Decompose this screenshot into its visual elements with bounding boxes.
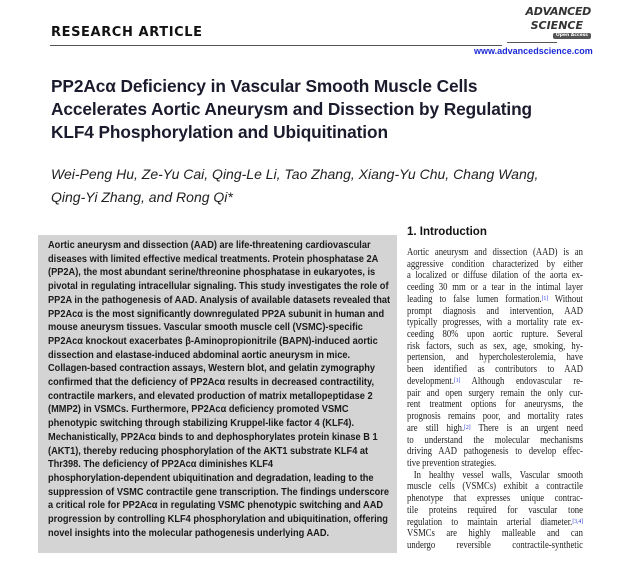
abstract-line: (PP2A), the most abundant serine/threonine phosphatase in eukaryotes, is	[48, 267, 376, 279]
introduction-line	[407, 528, 583, 540]
text-segment: prompt diagnosis and intervention, AAD	[407, 305, 583, 317]
introduction-heading: 1. Introduction	[407, 226, 487, 238]
introduction-line	[407, 247, 583, 259]
introduction-line	[407, 317, 583, 329]
text-segment: VSMCs are highly malleable and can	[407, 528, 583, 540]
abstract-box	[38, 235, 397, 553]
text-segment: phenotype that expresses unique contrac-	[407, 493, 583, 505]
introduction-line	[407, 399, 583, 411]
abstract-line: (AKT1), thereby reducing phosphorylation of the AKT1 substrate KLF4 at	[48, 445, 369, 457]
citation-link[interactable]: [1]	[541, 294, 549, 302]
text-segment: development.	[407, 375, 454, 387]
text-segment: regulation to maintain arterial diameter.	[407, 516, 573, 528]
logo-line-1: ADVANCED	[525, 5, 591, 18]
introduction-line	[407, 270, 583, 282]
section-label: RESEARCH ARTICLE	[51, 25, 203, 40]
text-segment: to understand the molecular mechanisms	[407, 434, 583, 446]
introduction-line	[407, 411, 583, 423]
abstract-line: contractile markers, and elevated production of matrix metallopeptidase 2	[48, 390, 373, 402]
logo-rule	[507, 42, 557, 43]
abstract-line: mouse aneurysm tissues. Vascular smooth muscle cell (VSMC)-specific	[48, 322, 363, 334]
text-segment: prognosis remains poor, and mortality rates	[407, 411, 583, 423]
abstract-line: Aortic aneurysm and dissection (AAD) are life-threatening cardiovascular	[48, 240, 371, 251]
abstract-line: Thr398. The deficiency of PP2Acα diminishes KLF4	[48, 459, 274, 471]
text-segment: ceeding 30 mm or a tear in the intimal layer	[407, 282, 583, 294]
text-segment: aggressive condition characterized by either	[407, 258, 583, 270]
abstract-line: phenotypic switching through stabilizing Kruppel-like factor 4 (KLF4).	[48, 418, 355, 430]
introduction-line	[407, 435, 583, 447]
text-segment: risk factors, such as sex, age, smoking, hy-	[407, 340, 583, 352]
text-segment: In healthy vessel walls, Vascular smooth	[413, 469, 583, 481]
text-segment: undergo reversible contractile-synthetic	[407, 539, 583, 551]
author-line: Wei-Peng Hu, Ze-Yu Cai, Qing-Le Li, Tao Zhang, Xiang-Yu Chu, Chang Wang,	[51, 166, 539, 182]
abstract-line: a critical role for PP2Acα in regulating VSMC phenotypic switching and AAD	[48, 500, 384, 512]
header-rule	[50, 45, 502, 46]
abstract-line: phosphorylation-dependent ubiquitination and degradation, leading to the	[48, 472, 374, 484]
abstract-line: suppression of VSMC contractile gene transcription. The findings underscore	[48, 486, 390, 498]
introduction-line	[407, 376, 583, 388]
article-title	[51, 75, 532, 144]
text-segment: leading to false lumen formation.	[407, 293, 542, 305]
citation-link[interactable]: [2]	[464, 423, 471, 431]
introduction-line	[407, 352, 583, 364]
text-segment: a localized or diffuse dilation of the aorta ex-	[407, 270, 583, 282]
text-segment: Aortic aneurysm and dissection (AAD) is an	[407, 247, 583, 258]
abstract-line: (MMP2) in VSMCs. Furthermore, PP2Acα deficiency promoted VSMC	[48, 404, 349, 416]
text-segment: been identified as contributors to AAD	[407, 364, 583, 376]
abstract-line: diseases with limited effective medical treatments. Protein phosphatase 2A	[48, 253, 379, 265]
author-line: Qing-Yi Zhang, and Rong Qi*	[51, 189, 233, 205]
abstract-line: novel insights into the molecular pathogenesis underlying AAD.	[48, 527, 330, 539]
introduction-line	[407, 329, 583, 341]
title-line: PP2Acα Deficiency in Vascular Smooth Muscle Cells	[51, 76, 478, 96]
introduction-line	[407, 306, 583, 318]
open-access-badge: Open Access	[553, 33, 591, 39]
title-line: KLF4 Phosphorylation and Ubiquitination	[51, 122, 388, 142]
text-segment: pertension, and hypercholesterolemia, have	[407, 352, 583, 364]
introduction-text	[407, 247, 583, 552]
text-segment: typically progresses, with a mortality rate ex-	[407, 317, 583, 329]
introduction-line	[407, 341, 583, 353]
introduction-line	[407, 388, 583, 400]
abstract-line: pivotal in regulating intracellular signaling. This study investigates the role of	[48, 281, 389, 293]
abstract-line: dissection and elastase-induced abdominal aortic aneurysm in mice.	[48, 349, 351, 361]
abstract-line: PP2Acα is the most significantly downregulated PP2A subunit in human and	[48, 308, 385, 320]
citation-link[interactable]: [3,4]	[572, 517, 583, 525]
introduction-line	[407, 364, 583, 376]
abstract-line: Mechanistically, PP2Acα binds to and dephosphorylates protein kinase B 1	[48, 431, 378, 443]
abstract-line: confirmed that the deficiency of PP2Acα results in decreased contractility,	[48, 377, 375, 389]
introduction-line	[407, 458, 583, 470]
citation-link[interactable]: [1]	[453, 376, 461, 384]
text-segment: There is an urgent need	[470, 422, 583, 434]
logo-line-2: SCIENCE	[530, 19, 583, 32]
text-segment: muscle cells (VSMCs) exhibit a contractile	[407, 481, 583, 493]
text-segment: pair and open surgery remain the only cur-	[407, 387, 583, 399]
introduction-line	[407, 282, 583, 294]
introduction-line	[407, 470, 583, 482]
introduction-line	[407, 505, 583, 517]
text-segment: tive prevention strategies.	[407, 457, 497, 469]
text-segment: are still high.	[407, 422, 465, 434]
title-line: Accelerates Aortic Aneurysm and Dissection by Regulating	[51, 99, 532, 119]
introduction-line	[407, 294, 583, 306]
abstract-line: Collagen-based contraction assays, Western blot, and gelatin zymography	[48, 363, 376, 375]
text-segment: tile proteins required for vascular tone	[407, 504, 583, 516]
journal-url-link[interactable]: www.advancedscience.com	[474, 46, 593, 56]
journal-logo	[495, 5, 591, 39]
introduction-line	[407, 423, 583, 435]
introduction-line	[407, 517, 583, 529]
text-segment: ceeding 80% upon aortic rupture. Several	[407, 329, 583, 341]
abstract-line: progression by controlling KLF4 phosphorylation and ubiquitination, offering	[48, 514, 388, 526]
text-segment: rent treatment options for aneurysms, the	[407, 399, 583, 411]
abstract-text	[48, 239, 390, 540]
introduction-line	[407, 493, 583, 505]
introduction-line	[407, 446, 583, 458]
author-list	[51, 163, 538, 209]
introduction-line	[407, 540, 583, 552]
text-segment: Without	[548, 293, 583, 305]
text-segment: driving AAD pathogenesis to develop effec-	[407, 446, 583, 458]
introduction-line	[407, 481, 583, 493]
text-segment: Although endovascular re-	[460, 375, 583, 387]
abstract-line: PP2A in the pathogenesis of AAD. Analysis of available datasets revealed that	[48, 294, 391, 306]
abstract-line: PP2Acα knockout exacerbates β-Aminopropionitrile (BAPN)-induced aortic	[48, 335, 378, 347]
introduction-line	[407, 259, 583, 271]
